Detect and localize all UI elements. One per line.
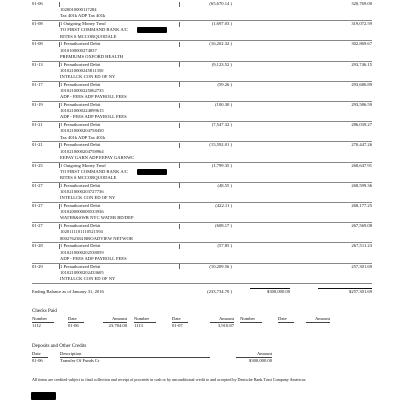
column-divider <box>179 204 180 209</box>
transaction-date: 01-08 <box>32 41 43 47</box>
transaction-reference: TO FIRST COMMAND BANK A/C <box>60 168 128 174</box>
transaction-type: 1 Outgoing Money Trnsf <box>60 21 106 27</box>
transaction-type: 1 Preauthorized Debit <box>60 81 101 87</box>
transaction-debit: (608.17 ) <box>215 223 232 229</box>
deposits-header-amount: Amount <box>256 351 272 356</box>
transaction-payee: ADP - FEES ADP PAYROLL FEES <box>60 94 127 100</box>
column-divider <box>179 123 180 128</box>
column-divider <box>59 42 60 47</box>
column-divider <box>59 62 60 67</box>
transaction-reference: 1010200000000533936 <box>60 209 104 215</box>
transaction-type: 1 Preauthorized Debit <box>60 223 101 229</box>
column-divider <box>59 204 60 209</box>
transaction-reference: 1010210000204758964 <box>60 148 104 154</box>
checks-header-rule <box>278 322 294 323</box>
transaction-balance: 293,746.15 <box>351 61 372 67</box>
transaction-payee: EEPAY GARN ADP EEPAY GARNWC <box>60 154 135 160</box>
column-divider <box>179 2 180 7</box>
transaction-payee: RITES S MCCORQUODALE <box>60 33 117 39</box>
column-divider <box>179 244 180 249</box>
transaction-debit: (15,592.01 ) <box>209 142 232 148</box>
transaction-balance: 268,599.36 <box>351 182 372 188</box>
check-date: 01-06 <box>68 322 79 328</box>
column-divider <box>59 2 60 7</box>
transaction-type: 1 Preauthorized Debit <box>60 41 101 47</box>
check-date-2: 01-07 <box>172 322 183 328</box>
column-divider <box>179 264 180 269</box>
transaction-date: 01-25 <box>32 162 43 168</box>
checks-header-rule <box>306 322 330 323</box>
deposits-title: Deposits and Other Credits <box>32 344 87 349</box>
column-divider <box>59 264 60 269</box>
transaction-balance: 320,769.00 <box>351 1 372 6</box>
column-divider <box>179 103 180 108</box>
column-divider <box>179 183 180 188</box>
check-amount-2: 3,910.87 <box>217 322 234 328</box>
transaction-type: 1 Preauthorized Debit <box>60 142 101 148</box>
checks-header-number: Number <box>32 316 48 321</box>
transaction-balance: 319,072.59 <box>351 21 372 27</box>
transaction-balance: 293,586.59 <box>351 102 372 107</box>
transaction-type: 1 Preauthorized Debit <box>60 102 101 107</box>
transaction-date: 01-29 <box>32 263 43 269</box>
transaction-payee: RITES S MCCORQUODALE <box>60 175 117 180</box>
column-divider <box>179 82 180 87</box>
column-divider <box>179 42 180 47</box>
transaction-type: 1 Preauthorized Debit <box>60 182 101 188</box>
deposits-header-date: Date <box>32 351 41 356</box>
transaction-debit: (59.26 ) <box>217 81 232 87</box>
deposits-header-description: Description <box>60 351 82 356</box>
transaction-date: 01-21 <box>32 142 43 148</box>
transaction-payee: Tax 401k ADP Tax 401k <box>60 13 106 19</box>
transaction-type: 1 Preauthorized Debit <box>60 122 101 128</box>
checks-header-number-2: Number <box>134 316 150 321</box>
ending-balance-total: $257,301.69 <box>349 289 372 294</box>
transaction-debit: (16,202.32 ) <box>209 41 232 47</box>
transaction-payee: ADP - FEES ADP PAYROLL FEES <box>60 255 127 261</box>
transaction-payee: Tax 401k ADP Tax 401k <box>60 134 106 140</box>
transaction-balance: 268,177.25 <box>351 203 372 208</box>
transaction-balance: 293,686.89 <box>351 81 372 87</box>
column-divider <box>179 62 180 67</box>
check-amount: 23,784.00 <box>108 322 127 328</box>
transaction-type: 1 Preauthorized Debit <box>60 263 101 269</box>
checks-header-date-3: Date <box>278 316 287 321</box>
checks-header-rule <box>240 322 262 323</box>
check-number: 1112 <box>32 322 41 328</box>
transaction-type: 1 Preauthorized Debit <box>60 61 101 67</box>
transaction-balance: 302,869.67 <box>351 41 372 47</box>
deposit-description: Transfer Of Funds Cr <box>60 357 100 363</box>
transaction-reference: 1010210000225062735 <box>60 88 104 93</box>
checks-header-amount-2: Amount <box>218 316 234 321</box>
transaction-debit: (422.11 ) <box>215 203 232 208</box>
column-divider <box>179 224 180 229</box>
transaction-balance: 270,447.26 <box>351 142 372 148</box>
transaction-debit: (100.30 ) <box>215 102 232 107</box>
transaction-payee: INTELLCK CON ED OF NY <box>60 276 116 281</box>
transaction-reference: 1010210000204758450 <box>60 128 104 134</box>
deposit-date: 01-06 <box>32 357 43 363</box>
checks-header-amount: Amount <box>111 316 127 321</box>
transaction-debit: (10,209.56 ) <box>209 263 232 269</box>
column-divider <box>59 224 60 229</box>
account-redaction <box>137 27 167 33</box>
transaction-date: 01-06 <box>32 1 43 6</box>
account-redaction <box>137 169 167 175</box>
transaction-payee: INTELLCK CON ED OF NY <box>60 195 116 201</box>
transaction-reference: 1010100000274837 <box>60 47 97 53</box>
checks-header-amount-3: Amount <box>314 316 330 321</box>
checks-paid-title: Checks Paid <box>32 309 57 314</box>
transaction-type: 1 Preauthorized Debit <box>60 203 101 208</box>
transaction-reference: 1010210000245811350 <box>60 67 104 73</box>
ending-balance-label: Ending Balance as of January 31, 2016 <box>32 289 104 294</box>
transaction-debit: (57.85 ) <box>217 243 232 249</box>
transaction-payee: 8002762384 BROADVIEW NETWOR <box>60 235 133 241</box>
check-number-2: 1113 <box>134 322 143 328</box>
transaction-payee: WATER&SWR NYC WATER BD/DEP <box>60 215 134 221</box>
transaction-date: 01-27 <box>32 203 43 208</box>
redaction-mark <box>31 392 56 400</box>
column-divider <box>59 143 60 148</box>
transaction-debit: (65,670.14 ) <box>209 1 232 6</box>
transaction-payee: PREMIUMS OXFORD HEALTH <box>60 53 124 59</box>
footer-note: All items are credited subject to final collection and receipt of proceeds in cash or by unconditional credit to and accepted by Deutsche Bank Trust Company Americas. <box>32 377 307 382</box>
transaction-type: 1 Outgoing Money Trnsf <box>60 162 106 168</box>
transaction-balance: 268,647.91 <box>351 162 372 168</box>
transaction-balance: 286,039.27 <box>351 122 372 128</box>
transaction-reference: 1010210000224899615 <box>60 108 104 114</box>
transaction-type: 1 Preauthorized Debit <box>60 243 101 249</box>
column-divider <box>59 183 60 188</box>
transaction-debit: (9,123.52 ) <box>211 61 232 67</box>
transaction-date: 01-08 <box>32 21 43 27</box>
transaction-balance: 267,511.23 <box>351 243 372 249</box>
transaction-debit: (1,799.35 ) <box>211 162 232 168</box>
transaction-date: 01-27 <box>32 182 43 188</box>
transaction-debit: (1,697.03 ) <box>211 21 232 27</box>
column-divider <box>59 163 60 168</box>
transaction-reference: 1020010000117284 <box>60 7 97 13</box>
column-divider <box>59 22 60 27</box>
transaction-balance: 267,569.08 <box>351 223 372 229</box>
transaction-debit: (7,547.32 ) <box>211 122 232 128</box>
transaction-date: 01-21 <box>32 122 43 128</box>
transaction-date: 01-13 <box>32 61 43 67</box>
transaction-date: 01-27 <box>32 223 43 229</box>
column-divider <box>59 82 60 87</box>
checks-header-date-2: Date <box>172 316 181 321</box>
transaction-date: 01-19 <box>32 102 43 107</box>
transaction-payee: INTELLCK CON ED OF NY <box>60 74 116 79</box>
column-divider <box>59 103 60 108</box>
checks-header-number-3: Number <box>240 316 256 321</box>
column-divider <box>179 22 180 27</box>
transaction-balance: 257,301.69 <box>351 263 372 269</box>
deposit-amount: $300,000.00 <box>249 357 272 363</box>
transaction-date: 01-28 <box>32 243 43 249</box>
column-divider <box>179 163 180 168</box>
transaction-reference: TO FIRST COMMAND BANK A/C <box>60 27 128 33</box>
column-divider <box>59 244 60 249</box>
transaction-reference: 1010210000203727736 <box>60 189 104 194</box>
ending-debit-total: (233,734.70 ) <box>207 289 232 294</box>
transaction-payee: ADP - FEES ADP PAYROLL FEES <box>60 114 127 120</box>
transaction-debit: (48.55 ) <box>217 182 232 188</box>
checks-header-date: Date <box>68 316 77 321</box>
column-divider <box>59 123 60 128</box>
column-divider <box>179 143 180 148</box>
transaction-date: 01-17 <box>32 81 43 87</box>
transaction-reference: 1020111101110521594 <box>60 229 103 235</box>
transaction-separator <box>32 283 372 284</box>
transaction-reference: 1010210000202433605 <box>60 269 104 275</box>
transaction-reference: 1010210000202538059 <box>60 249 104 255</box>
ending-credit-total: $300,000.00 <box>267 289 290 294</box>
